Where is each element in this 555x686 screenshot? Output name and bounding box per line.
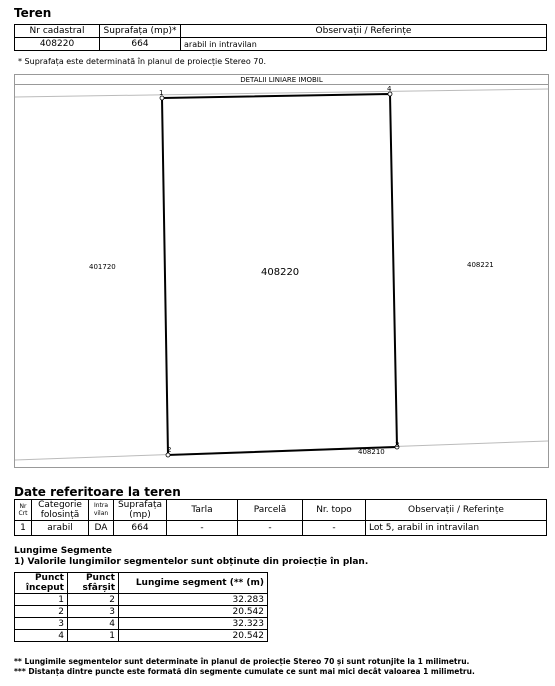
teren-table [14,24,547,51]
table-row [15,38,547,51]
parcel-plan [14,84,549,468]
cell-sfarsit: 2 [68,594,119,606]
table-header-row [15,25,547,38]
table-row [15,618,268,630]
table-row [15,521,547,536]
cell-parcela: - [238,521,303,536]
neighbor-bottom-label: 408210 [358,448,385,456]
cell-inceput: 2 [15,606,68,618]
cell-sfarsit: 1 [68,630,119,642]
cell-nr-cadastral: 408220 [15,38,100,51]
cell-sfarsit: 4 [68,618,119,630]
col-punct-inceput: Punct început [15,573,68,594]
cell-lungime: 32.283 [119,594,268,606]
table-row [15,594,268,606]
cell-tarla: - [167,521,238,536]
col-tarla: Tarla [167,500,238,521]
neighbor-right-label: 408221 [467,261,494,269]
col-observatii: Observații / Referințe [366,500,547,521]
segmente-subtitle: 1) Valorile lungimilor segmentelor sunt obținute din proiecție în plan. [14,557,369,567]
parcel-label: 408220 [261,267,300,278]
col-punct-sfarsit: Punct sfârșit [68,573,119,594]
cell-nr-crt: 1 [15,521,32,536]
cell-inceput: 3 [15,618,68,630]
col-intravilan: Intra vilan [89,500,114,521]
col-categorie: Categorie folosință [32,500,89,521]
segmente-note-1: ** Lungimile segmentelor sunt determinate în planul de proiecție Stereo 70 și sunt rotunjite la 1 milimetru. [14,657,470,666]
cell-intravilan: DA [89,521,114,536]
col-suprafata: Suprafața (mp) [114,500,167,521]
col-nr-cadastral: Nr cadastral [15,25,100,38]
col-lungime: Lungime segment (** (m) [119,573,268,594]
point-label-3: 3 [395,441,400,449]
referitoare-title: Date referitoare la teren [14,485,181,499]
cell-lungime: 20.542 [119,630,268,642]
cell-inceput: 4 [15,630,68,642]
cell-sfarsit: 3 [68,606,119,618]
cell-lungime: 32.323 [119,618,268,630]
segmente-note-2: *** Distanța dintre puncte este formată din segmente cumulate ce sunt mai mici decât valoarea 1 milimetru. [14,667,475,676]
col-nr-topo: Nr. topo [303,500,366,521]
segmente-title: Lungime Segmente [14,546,113,556]
segmente-table [14,572,268,642]
point-label-2: 2 [167,446,172,454]
table-row [15,630,268,642]
point-label-1: 1 [159,89,164,97]
teren-footnote: * Suprafața este determinată în planul de proiecție Stereo 70. [18,57,267,66]
referitoare-table [14,499,547,536]
col-parcela: Parcelă [238,500,303,521]
cell-observatii: arabil in intravilan [181,38,547,51]
neighbor-left-label: 401720 [89,263,116,271]
cell-suprafata: 664 [114,521,167,536]
table-header-row [15,500,547,521]
table-header-row [15,573,268,594]
teren-title: Teren [14,6,52,20]
cell-suprafata: 664 [100,38,181,51]
col-observatii: Observații / Referințe [181,25,547,38]
col-suprafata: Suprafața (mp)* [100,25,181,38]
col-nr-crt: Nr Crt [15,500,32,521]
cell-categorie: arabil [32,521,89,536]
cell-lungime: 20.542 [119,606,268,618]
cell-observatii: Lot 5, arabil in intravilan [366,521,547,536]
point-label-4: 4 [387,85,392,93]
table-row [15,606,268,618]
cell-inceput: 1 [15,594,68,606]
plan-title: DETALII LINIARE IMOBIL [14,74,549,85]
cell-nr-topo: - [303,521,366,536]
